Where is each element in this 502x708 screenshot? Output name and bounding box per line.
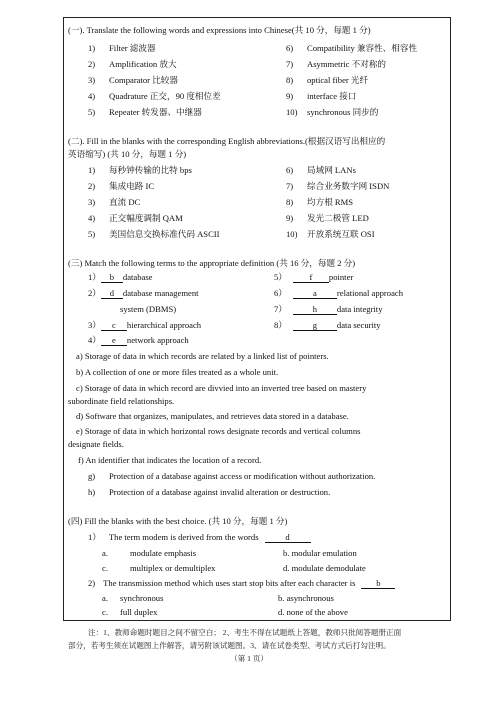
item-text: Amplification 放大 [109,59,177,69]
item-number: 6) [286,165,294,175]
definition-e-cont: designate fields. [68,439,124,449]
item-number: 1) [88,43,96,53]
option-label: c. [102,563,108,573]
item-number: 3) [88,75,96,85]
definition-c: c) Storage of data in which record are divvied into an inverted tree based on mastery [76,383,367,393]
option-label: c. [102,607,108,617]
match-item: 3） c hierarchical approach [88,320,202,330]
item-number: 5) [88,229,96,239]
option-label: a. [102,548,108,558]
item-text: Quadrature 正交，90 度相位差 [109,91,221,101]
option-d: d. modulate demodulate [283,563,366,573]
item-number: 7) [286,59,294,69]
definition-h: Protection of a database against invalid alteration or destruction. [109,487,331,497]
definition-g-label: g) [88,471,96,481]
match-item: 5） f pointer [274,272,354,282]
match-item: 6） a relational approach [274,288,403,298]
option-a: synchronous [120,593,164,603]
match-item: 1） b database [88,272,153,282]
item-text: 开放系统互联 OSI [307,229,375,239]
item-text: 发光二极管 LED [307,213,369,223]
match-item: 2） d database management [88,288,199,298]
definition-h-label: h) [88,487,96,497]
item-number: 5) [88,107,96,117]
item-text: Compatibility 兼容性、相容性 [307,43,418,53]
question-2: 2) The transmission method which uses start stop bits after each character is b [88,578,395,589]
match-item-cont: system (DBMS) [120,304,177,314]
item-number: 6) [286,43,294,53]
page-number: （第 1 页） [230,654,268,663]
definition-a: a) Storage of data in which records are related by a linked list of pointers. [76,351,329,361]
item-text: 集成电路 IC [109,181,155,191]
item-number: 8) [286,75,294,85]
item-text: 正交幅度调制 QAM [109,213,183,223]
item-text: Comparator 比较器 [109,75,178,85]
option-c: multiplex or demultiplex [130,563,216,573]
item-number: 4) [88,213,96,223]
option-c: full duplex [120,607,158,617]
item-text: 均方根 RMS [307,197,354,207]
option-a: modulate emphasis [130,548,197,558]
footer-note-line-2: 部分，若考生须在试题图上作解答，请另附该试题图。3、请在试卷类型、考试方式后打勾注明。 [68,641,391,650]
item-text: Repeater 转发器、中继器 [109,107,202,117]
item-text: 综合业务数字网 ISDN [307,181,390,191]
item-number: 9) [286,213,294,223]
item-number: 10) [286,229,298,239]
item-number: 7) [286,181,294,191]
option-b: b. asynchronous [278,593,334,603]
section-2-heading-cont: 英语缩写) (共 10 分，每题 1 分) [68,149,187,159]
item-number: 1) [88,165,96,175]
item-text: 每秒钟传输的比特 bps [109,165,192,175]
question-1: 1） The term modem is derived from the words d [88,532,311,543]
match-item: 4） e network approach [88,335,189,345]
definition-f: f) An identifier that indicates the location of a record. [78,455,262,465]
item-text: 直流 DC [109,197,141,207]
item-text: 美国信息交换标准代码 ASCII [109,229,220,239]
definition-g: Protection of a database against access or modification without authorization. [109,471,376,481]
section-2-heading: (二). Fill in the blanks with the corresponding English abbreviations.(根据汉语写出相应的 [68,136,386,146]
item-number: 9) [286,91,294,101]
item-text: Filter 滤波器 [109,43,156,53]
section-3-heading: (三) Match the following terms to the appropriate definition (共 16 分，每题 2 分) [68,258,356,268]
match-item: 8） g data security [274,320,381,330]
section-4-heading: (四) Fill the blanks with the best choice. (共 10 分，每题 1 分) [68,516,288,526]
item-text: optical fiber 光纤 [307,75,369,85]
match-item: 7） h data integrity [274,304,383,314]
item-number: 2) [88,59,96,69]
definition-e: e) Storage of data in which horizontal rows designate records and vertical columns [76,426,361,436]
definition-b: b) A collection of one or more files treated as a whole unit. [76,367,279,377]
item-number: 10) [286,107,298,117]
option-d: d. none of the above [278,607,348,617]
item-text: 局域网 LANs [307,165,356,175]
definition-c-cont: subordinate field relationships. [68,396,175,406]
item-text: synchronous 同步的 [307,107,379,117]
item-text: interface 接口 [307,91,357,101]
item-number: 8) [286,197,294,207]
footer-note-line-1: 注：1、教师命题时题目之间不留空白； 2、考生不得在试题纸上答题，教师只批阅答题册正面 [88,628,402,637]
item-number: 3) [88,197,96,207]
item-text: Asymmetric 不对称的 [307,59,387,69]
option-label: a. [102,593,108,603]
item-number: 2) [88,181,96,191]
definition-d: d) Software that organizes, manipulates, and retrieves data stored in a database. [76,411,349,421]
item-number: 4) [88,91,96,101]
section-1-heading: (一). Translate the following words and expressions into Chinese(共 10 分，每题 1 分) [68,25,371,35]
option-b: b. modular emulation [283,548,357,558]
